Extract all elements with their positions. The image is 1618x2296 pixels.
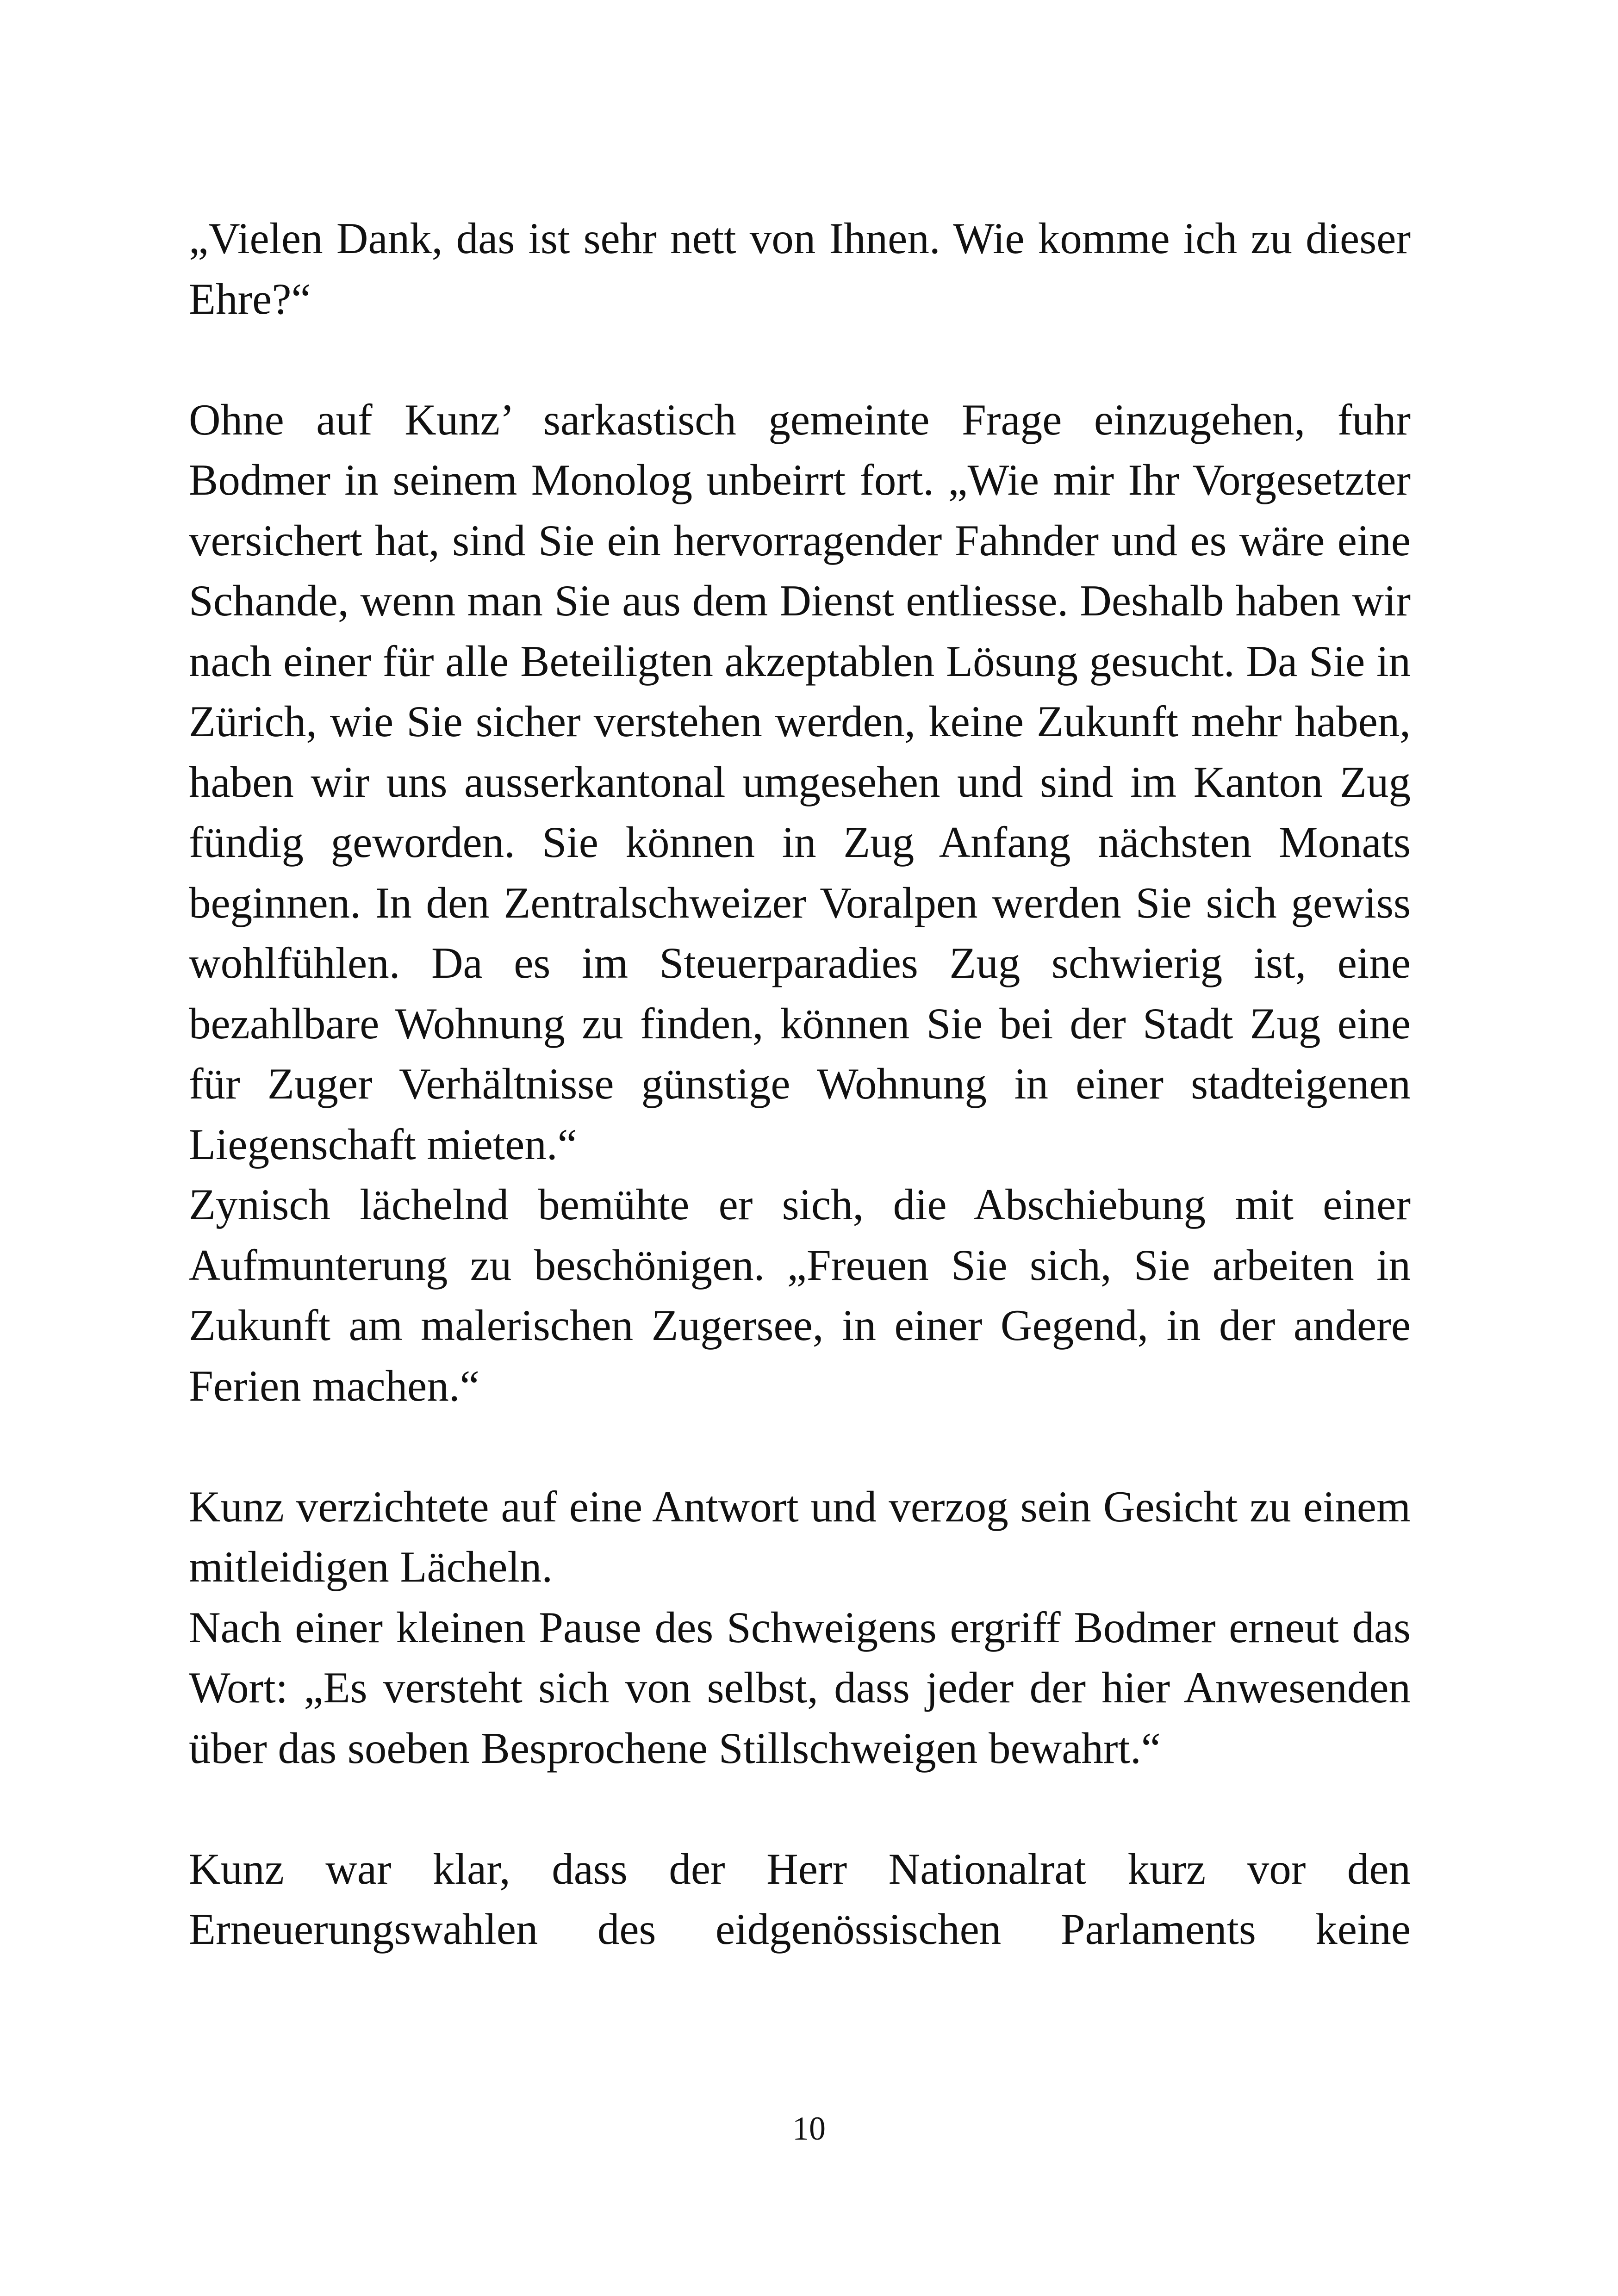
paragraph-6: Kunz war klar, dass der Herr Nationalrat kurz vor den Erneuerungswahlen des eidgenössischen Parlaments keine [189, 1844, 1411, 1954]
body-text [189, 208, 1411, 1960]
paragraph-5: Nach einer kleinen Pause des Schweigens ergriff Bodmer erneut das Wort: „Es versteht sich von selbst, dass jeder der hier Anwesenden über das soeben Besprochene Stillschweigen bewahrt.“ [189, 1602, 1411, 1773]
paragraph-4: Kunz verzichtete auf eine Antwort und verzog sein Gesicht zu einem mitleidigen Lächeln. [189, 1482, 1411, 1591]
paragraph-3: Zynisch lächelnd bemühte er sich, die Abschiebung mit einer Aufmunterung zu beschönigen. „Freuen Sie sich, Sie arbeiten in Zukunft am malerischen Zugersee, in einer Gegend, in der andere Ferien machen.“ [189, 1180, 1411, 1410]
paragraph-1: „Vielen Dank, das ist sehr nett von Ihnen. Wie komme ich zu dieser Ehre?“ [189, 214, 1411, 323]
page-number: 10 [792, 2110, 826, 2147]
paragraph-2: Ohne auf Kunz’ sarkastisch gemeinte Frage einzugehen, fuhr Bodmer in seinem Monolog unbeirrt fort. „Wie mir Ihr Vorgesetzter versichert hat, sind Sie ein hervorragender Fahnder und es wäre eine Schande, wenn man Sie aus dem Dienst entliesse. Deshalb haben wir nach einer für alle Beteiligten akzeptablen Lösung gesucht. Da Sie in Zürich, wie Sie sicher verstehen werden, keine Zukunft mehr haben, haben wir uns ausserkantonal umgesehen und sind im Kanton Zug fündig geworden. Sie können in Zug Anfang nächsten Monats beginnen. In den Zentralschweizer Voralpen werden Sie sich gewiss wohlfühlen. Da es im Steuerparadies Zug schwierig ist, eine bezahlbare Wohnung zu finden, können Sie bei der Stadt Zug eine für Zuger Verhältnisse günstige Wohnung in einer stadteigenen Liegenschaft mieten.“ [189, 395, 1411, 1169]
